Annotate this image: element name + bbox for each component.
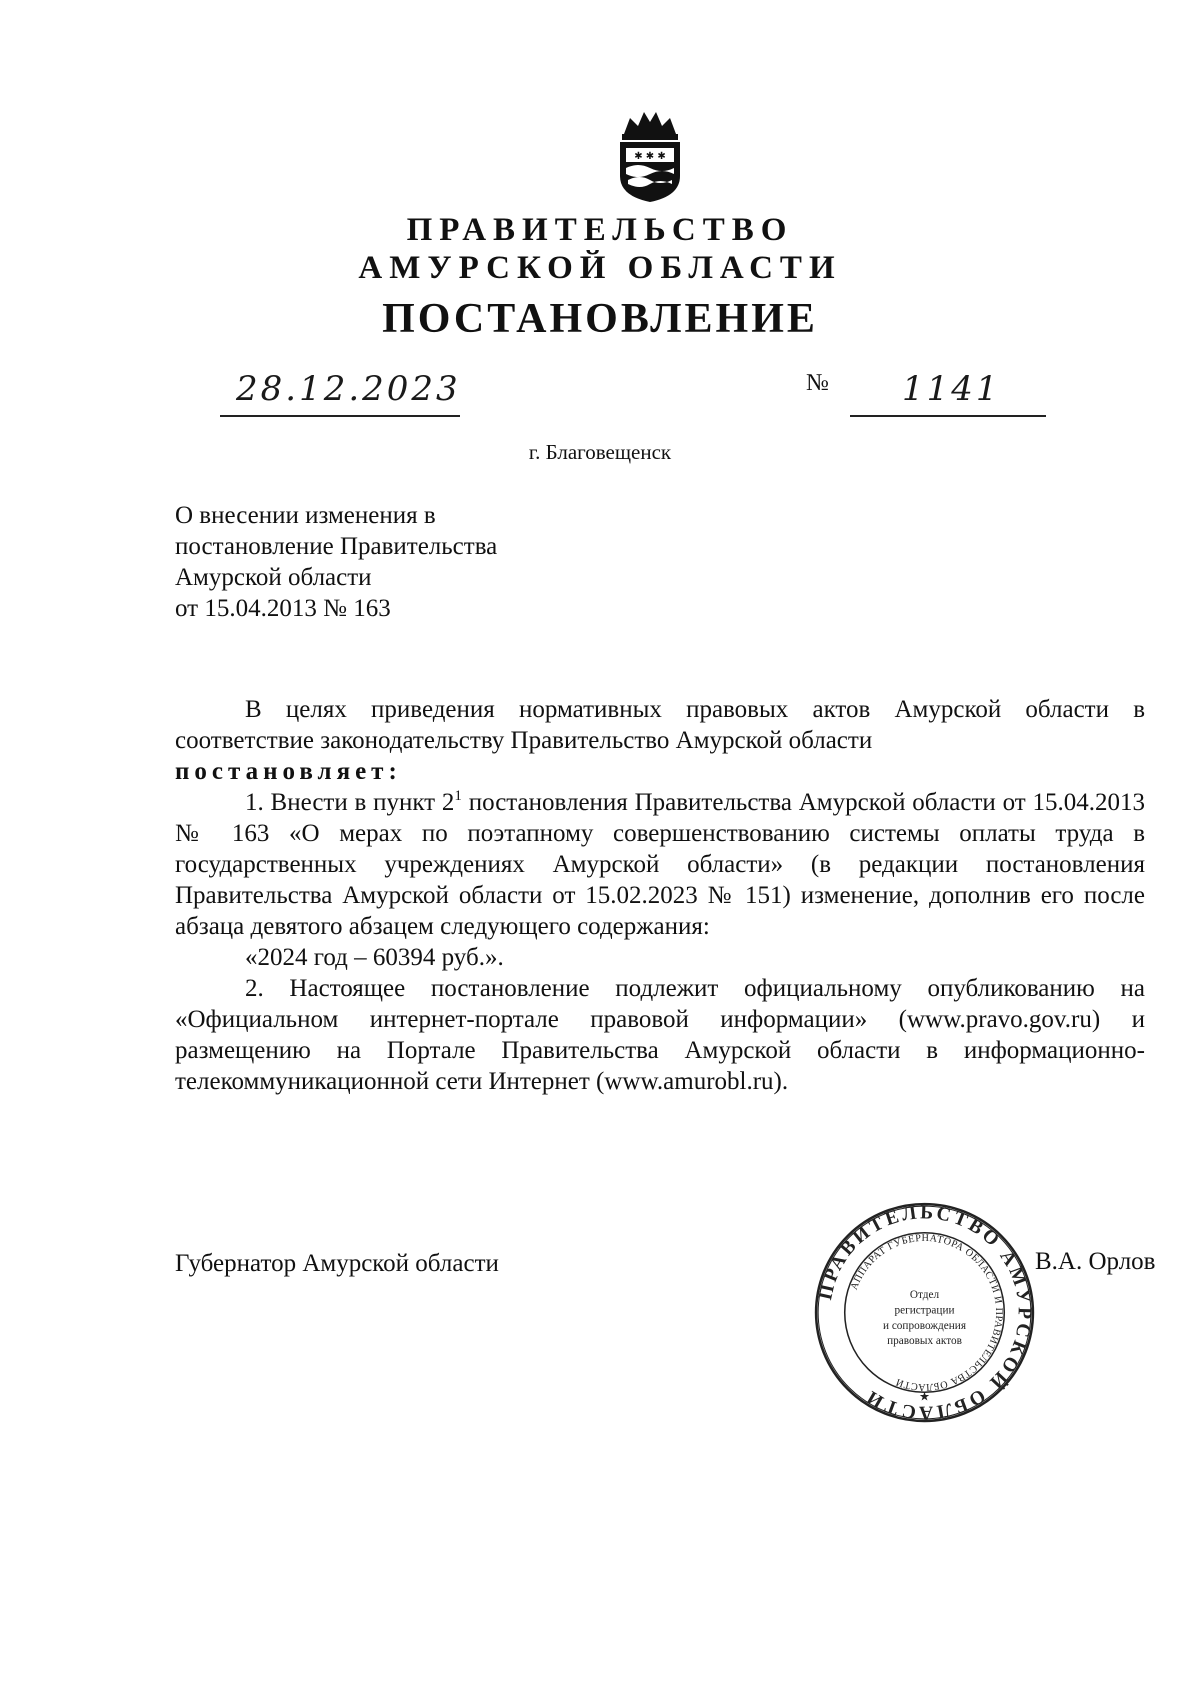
resolves-line: [175, 756, 1145, 787]
stamp-center-line: и сопровождения: [882, 1319, 967, 1332]
document-type: ПОСТАНОВЛЕНИЕ: [382, 296, 818, 342]
svg-text:✱ ✱ ✱: ✱ ✱ ✱: [634, 151, 666, 162]
date-field: [220, 363, 460, 417]
subject-block: [175, 500, 497, 624]
number-field: [850, 363, 1046, 417]
quote-paragraph: «2024 год – 60394 руб.».: [245, 944, 504, 971]
subject-line: от 15.04.2013 № 163: [175, 595, 391, 622]
subject-line: О внесении изменения в: [175, 502, 436, 529]
city: г. Благовещенск: [528, 440, 672, 464]
stamp-center-line: регистрации: [894, 1304, 955, 1317]
government-title: ПРАВИТЕЛЬСТВО: [406, 212, 794, 248]
intro-paragraph: В целях приведения нормативных правовых актов Амурской области в соответствие законодательству Правительство Амурской области: [175, 696, 1145, 754]
stamp-star-icon: ★: [919, 1389, 930, 1404]
item-1-rest: постановления Правительства Амурской области от 15.04.2013 № 163 «О мерах по поэтапному совершенствованию системы оплаты труда в государственных учреждениях Амурской области» (в редакции постановления Правительства Амурской области от 15.02.2023 № 151) изменение, дополнив его после абзаца девятого абзацем следующего содержания:: [175, 789, 1145, 940]
official-seal-stamp: [812, 1200, 1037, 1425]
stamp-center-line: Отдел: [909, 1289, 940, 1302]
signature-position: Губернатор Амурской области: [175, 1250, 499, 1277]
document-body: [175, 694, 1145, 1097]
signature-name: В.А. Орлов: [1035, 1248, 1156, 1275]
handwritten-number: 1141: [902, 369, 1001, 409]
number-label: №: [806, 370, 829, 396]
subject-line: постановление Правительства: [175, 533, 498, 560]
item-1-paragraph: [175, 787, 1145, 942]
coat-of-arms-emblem: [610, 104, 690, 204]
item-1-superscript: 1: [454, 788, 462, 804]
item-2-paragraph: 2. Настоящее постановление подлежит официальному опубликованию на «Официальном интернет-портале правовой информации» (www.pravo.gov.ru) и размещению на Портале Правительства Амурской области в информационно-телекоммуникационной сети Интернет (www.amurobl.ru).: [175, 975, 1145, 1095]
stamp-center-line: правовых актов: [887, 1335, 962, 1348]
item-1-start: 1. Внести в пункт 2: [245, 789, 455, 816]
resolves-word: постановляет:: [175, 758, 402, 785]
handwritten-date: 28.12.2023: [236, 369, 461, 409]
stamp-inner-text: АППАРАТ ГУБЕРНАТОРА ОБЛАСТИ И ПРАВИТЕЛЬСТВА ОБЛАСТИ: [848, 1232, 1005, 1393]
region-title: АМУРСКОЙ ОБЛАСТИ: [358, 250, 842, 286]
stamp-outer-text: ПРАВИТЕЛЬСТВО АМУРСКОЙ ОБЛАСТИ: [815, 1202, 1035, 1423]
subject-line: Амурской области: [175, 564, 372, 591]
